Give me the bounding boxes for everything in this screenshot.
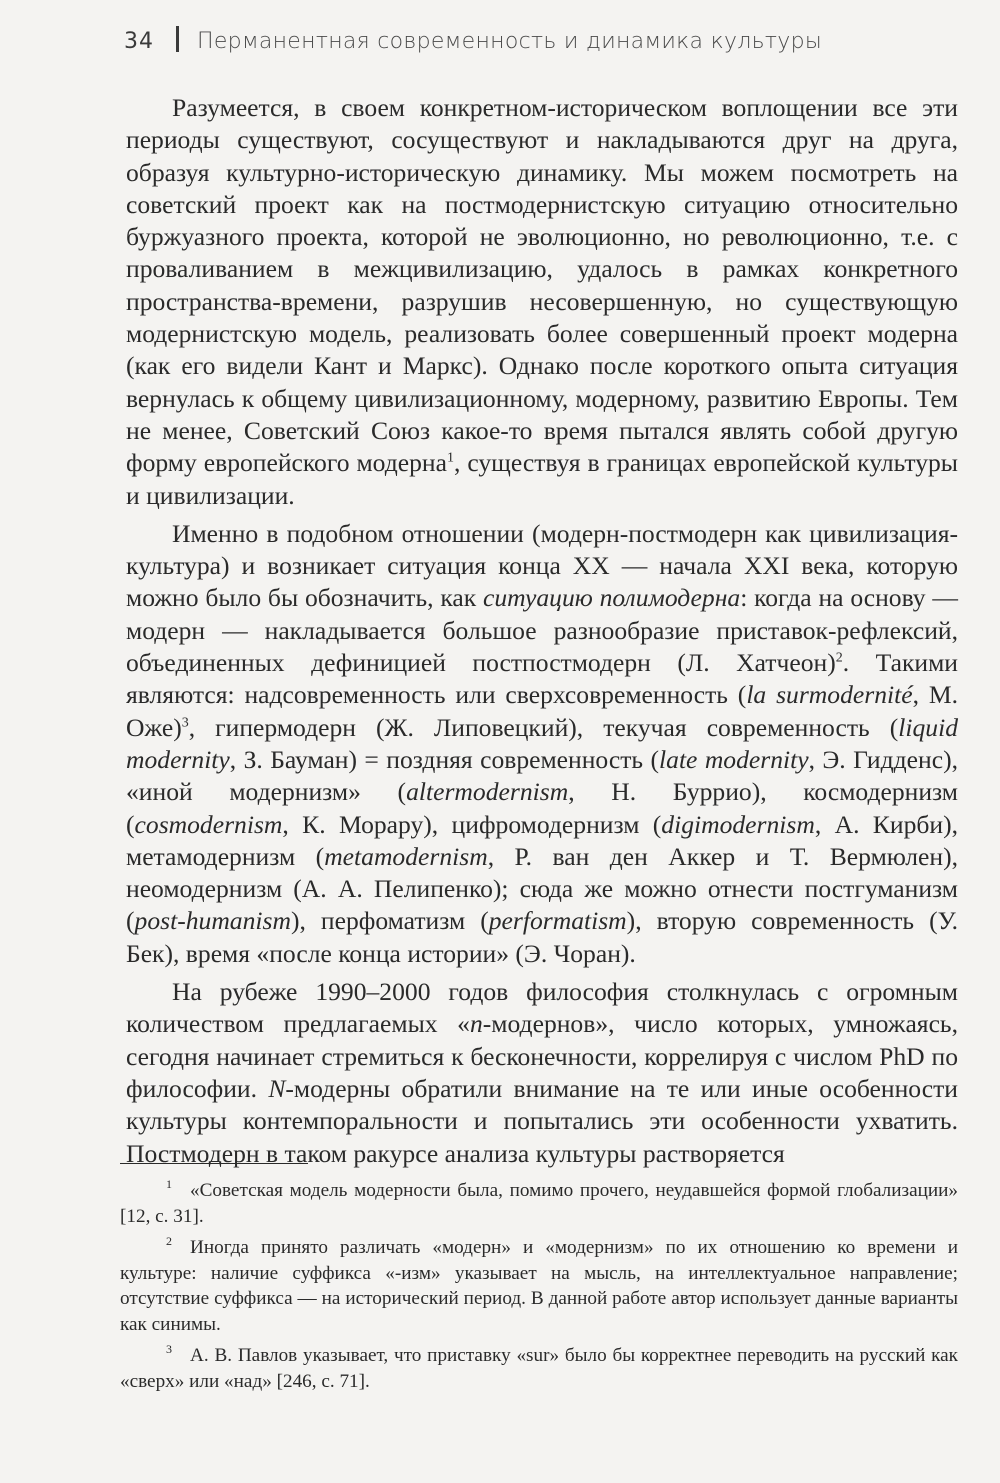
footnotes <box>120 1172 958 1394</box>
header-separator <box>176 26 179 52</box>
italic-term: digimodernism <box>661 809 815 839</box>
footnote-separator <box>120 1163 308 1164</box>
italic-term: n <box>469 1009 483 1039</box>
footnote <box>120 1337 958 1394</box>
text-run: На рубеже 1990–2000 годов философия столкнулась с огромным количеством предлагаемых « <box>126 977 958 1039</box>
text-run: ), перфоматизм ( <box>290 906 489 936</box>
text-run: Именно в подобном отношении (модерн-постмодерн как цивилизация-культура) и возникает ситуация конца XX — начала XXI века, которую можно было бы обозначить, как <box>126 518 958 613</box>
text-run: -модернов», число которых, умножаясь, сегодня начинает стремиться к бесконечности, коррелируя с числом PhD по философии. <box>126 1009 959 1103</box>
text-run: , Р. ван ден Аккер и Т. Вермюлен), неомодернизм (А. А. Пелипенко); сюда же можно отнести постгуманизм ( <box>126 841 959 936</box>
text-run: , гипермодерн (Ж. Липовецкий), текучая современность ( <box>188 712 899 742</box>
footnote-number: 1 <box>166 1177 172 1191</box>
italic-term: liquid modernity <box>126 712 958 774</box>
text-run: . Такими являются: надсовременность или сверхсовременность ( <box>126 648 958 710</box>
text-run: , К. Морару), цифромодернизм ( <box>282 809 662 839</box>
footnote-number: 2 <box>166 1234 172 1248</box>
italic-term: metamodernism <box>324 841 488 871</box>
italic-term: la surmodernité <box>746 680 913 710</box>
text-run: : когда на основу — модерн — накладывается большое разнообразие приставок-рефлексий, объединенных дефиницией постпостмодерн (Л. Хатчеон) <box>126 583 959 678</box>
paragraph <box>126 976 958 1170</box>
footnote-text: «Советская модель модерности была, помимо прочего, неудавшейся формой глобализации» [12, с. 31]. <box>120 1180 958 1227</box>
text-run: , А. Кирби), метамодернизм ( <box>126 809 959 871</box>
page-number: 34 <box>124 29 154 54</box>
italic-term: performatism <box>488 906 627 936</box>
italic-term: ситуацию полимодерна <box>482 583 741 613</box>
italic-term: altermodernism <box>406 777 569 807</box>
running-title: Перманентная современность и динамика культуры <box>197 29 822 54</box>
footnote-ref: 3 <box>181 715 189 731</box>
text-run: , Н. Буррио), космодернизм ( <box>126 777 958 839</box>
italic-term: post-humanism <box>134 906 291 936</box>
italic-term: cosmodernism <box>134 809 283 839</box>
footnote-text: А. В. Павлов указывает, что приставку «sur» было бы корректнее переводить на русский как «сверх» или «над» [246, с. 71]. <box>120 1345 958 1392</box>
footnote <box>120 1229 958 1337</box>
text-run: , существуя в границах европейской культуры и цивилизации. <box>126 448 959 510</box>
text-run: ), вторую современность (У. Бек), время «после конца истории» (Э. Чоран). <box>126 906 958 968</box>
footnote-number: 3 <box>166 1342 172 1356</box>
italic-term: N <box>268 1073 286 1103</box>
footnote-ref: 1 <box>446 450 454 466</box>
footnote-text: Иногда принято различать «модерн» и «модернизм» по их отношению ко времени и культуре: наличие суффикса «-изм» указывает на мысль, на интеллектуальное направление; отсутствие суффикса — на исторический период. В данной работе автор использует данные варианты как синимы. <box>120 1237 958 1335</box>
italic-term: late modernity <box>659 744 809 774</box>
footnote-ref: 2 <box>835 650 843 666</box>
text-run: , З. Бауман) = поздняя современность ( <box>229 744 660 774</box>
running-head <box>124 26 822 54</box>
text-run: , М. Оже) <box>126 680 958 742</box>
paragraph <box>126 92 958 512</box>
body-text <box>126 92 958 1176</box>
text-run: -модерны обратили внимание на те или иные особенности культуры контемпоральности и попытались эти особенности ухватить. Постмодерн в таком ракурсе анализа культуры растворяется <box>126 1073 958 1168</box>
text-run: Разумеется, в своем конкретном-историческом воплощении все эти периоды существуют, сосуществуют и накладываются друг на друга, образуя культурно-историческую динамику. Мы можем посмотреть на советский проект как на постмодернистскую ситуацию относительно буржуазного проекта, которой не эволюционно, но революционно, т.е. с проваливанием в межцивилизацию, удалось в рамках конкретного пространства-времени, разрушив несовершенную, но существующую модернистскую модель, реализовать более совершенный проект модерна (как его видели Кант и Маркс). Однако после короткого опыта ситуация вернулась к общему цивилизационному, модерному, развитию Европы. Тем не менее, Советский Союз какое-то время пытался являть собой другую форму европейского модерна <box>126 93 958 478</box>
text-run: , Э. Гидденс), «иной модернизм» ( <box>126 744 958 807</box>
footnote <box>120 1172 958 1229</box>
paragraph <box>126 518 958 970</box>
